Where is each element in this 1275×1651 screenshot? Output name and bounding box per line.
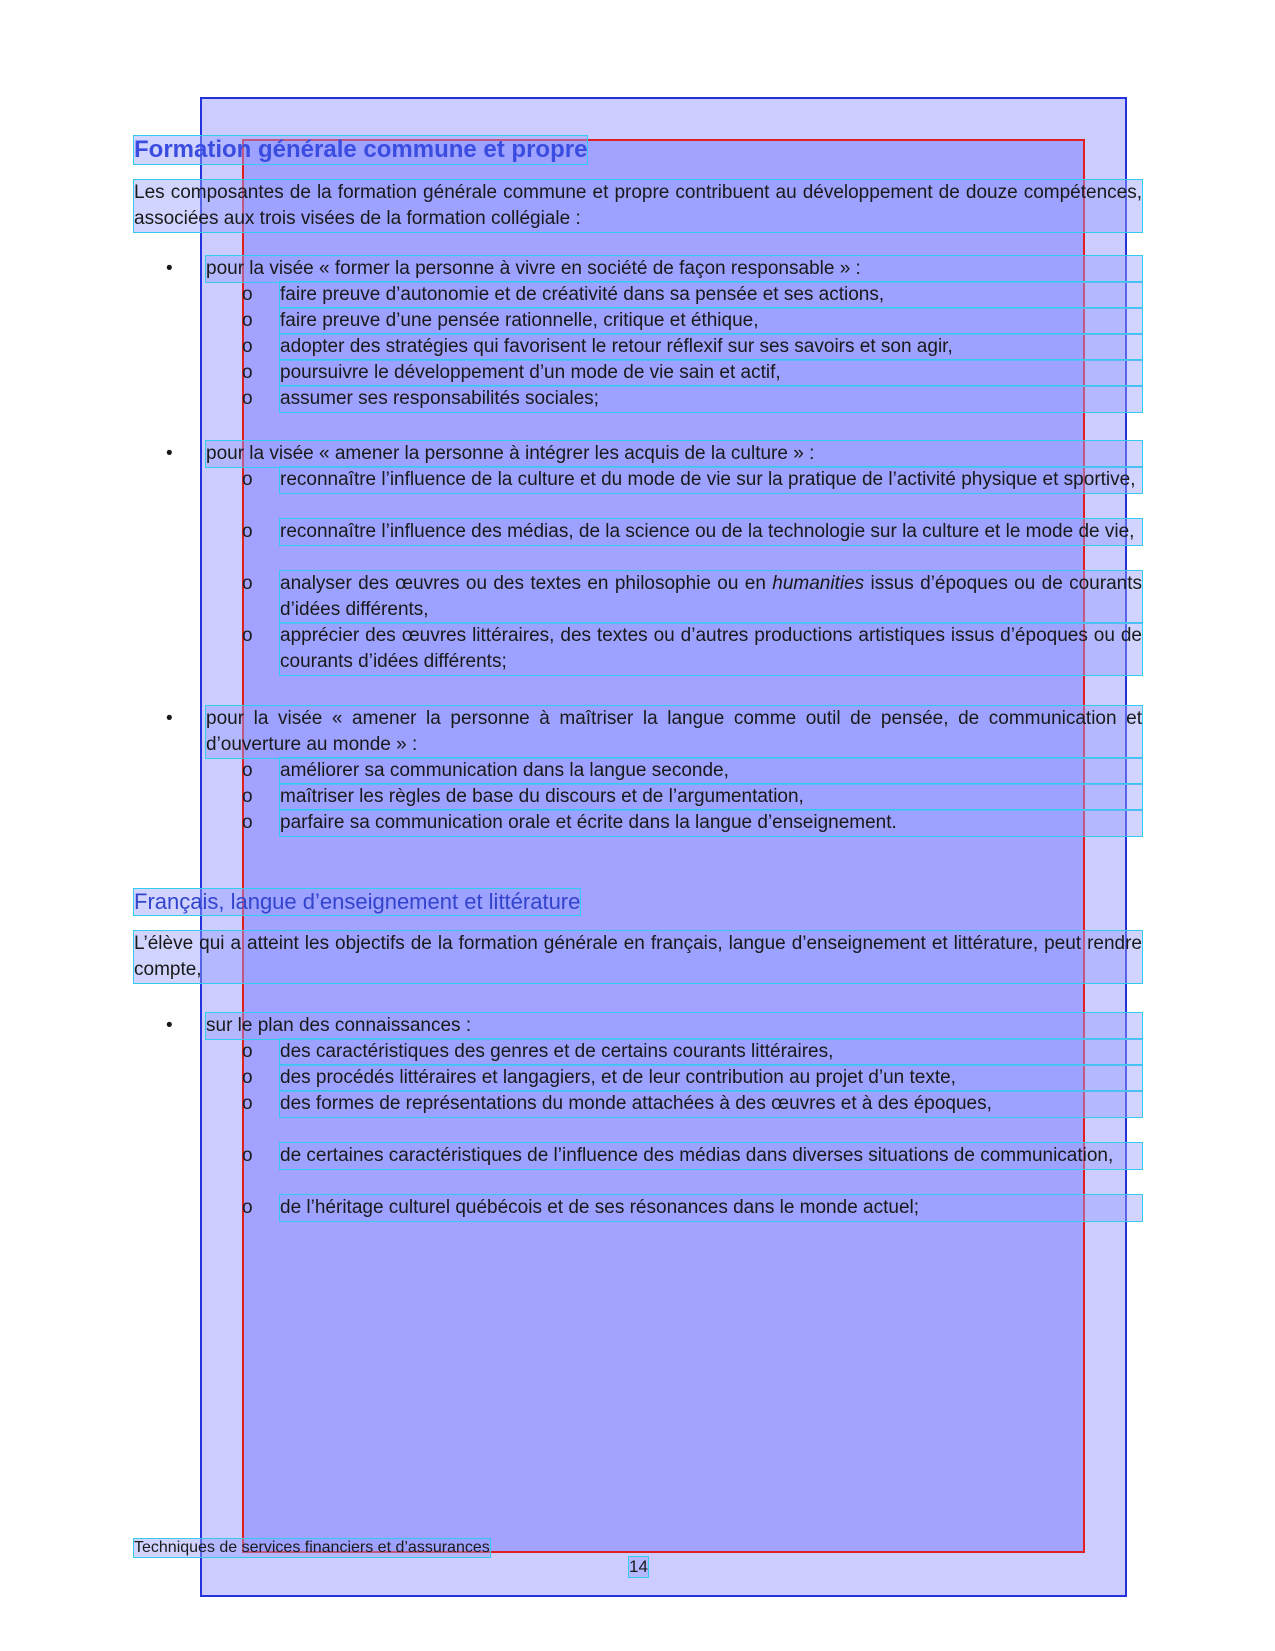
sub-marker: o (242, 336, 253, 357)
sub-marker: o (242, 1145, 253, 1166)
sub-marker: o (242, 786, 253, 807)
list-item: o analyser des œuvres ou des textes en philosophie ou en humanities issus d’époques ou de courants d’idées différents, (248, 571, 1142, 623)
sub-marker: o (242, 812, 253, 833)
bullet-marker: • (166, 1015, 173, 1036)
list-item: o des procédés littéraires et langagiers, et de leur contribution au projet d’un texte, (248, 1065, 1142, 1091)
bullet-text: pour la visée « amener la personne à maîtriser la langue comme outil de pensée, de communication et d’ouverture au monde » : (206, 706, 1142, 758)
list-item: o de certaines caractéristiques de l’influence des médias dans diverses situations de communication, (248, 1143, 1142, 1169)
sub-marker: o (242, 362, 253, 383)
list-item: o poursuivre le développement d’un mode de vie sain et actif, (248, 360, 1142, 386)
section-title-francais: Français, langue d’enseignement et littérature (134, 889, 581, 914)
list-item: o reconnaître l’influence de la culture et du mode de vie sur la pratique de l’activité physique et sportive, (248, 467, 1142, 493)
sub-marker: o (242, 310, 253, 331)
list-item: o de l’héritage culturel québécois et de ses résonances dans le monde actuel; (248, 1195, 1142, 1221)
bullet-marker: • (166, 443, 173, 464)
list-item: o améliorer sa communication dans la langue seconde, (248, 758, 1142, 784)
list-item: o apprécier des œuvres littéraires, des textes ou d’autres productions artistiques issus d’époques ou de courants d’idées différents; (248, 623, 1142, 675)
sub-marker: o (242, 573, 253, 594)
list-item: o faire preuve d’autonomie et de créativité dans sa pensée et ses actions, (248, 282, 1142, 308)
sub-marker: o (242, 388, 253, 409)
bullet-text: pour la visée « former la personne à vivre en société de façon responsable » : (206, 256, 1142, 282)
bullet-marker: • (166, 258, 173, 279)
list-item: o des formes de représentations du monde attachées à des œuvres et à des époques, (248, 1091, 1142, 1117)
sub-marker: o (242, 521, 253, 542)
bullet-text: sur le plan des connaissances : (206, 1013, 1142, 1039)
page-number: 14 (629, 1557, 648, 1576)
list-item: o maîtriser les règles de base du discours et de l’argumentation, (248, 784, 1142, 810)
sub-marker: o (242, 1197, 253, 1218)
list-item: o reconnaître l’influence des médias, de la science ou de la technologie sur la culture et le mode de vie, (248, 519, 1142, 545)
list-item: o parfaire sa communication orale et écrite dans la langue d’enseignement. (248, 810, 1142, 836)
list-item: o assumer ses responsabilités sociales; (248, 386, 1142, 412)
bullet-text: pour la visée « amener la personne à intégrer les acquis de la culture » : (206, 441, 1142, 467)
section-title-formation: Formation générale commune et propre (134, 136, 588, 163)
section-intro-formation: Les composantes de la formation générale commune et propre contribuent au développement de douze compétences, associées aux trois visées de la formation collégiale : (134, 180, 1142, 232)
page-footer: Techniques de services financiers et d’assurances (134, 1539, 490, 1556)
italic-term: humanities (772, 573, 865, 594)
sub-marker: o (242, 1067, 253, 1088)
list-item: o des caractéristiques des genres et de certains courants littéraires, (248, 1039, 1142, 1065)
sub-marker: o (242, 284, 253, 305)
list-item: o faire preuve d’une pensée rationnelle, critique et éthique, (248, 308, 1142, 334)
sub-marker: o (242, 469, 253, 490)
list-item: o adopter des stratégies qui favorisent le retour réflexif sur ses savoirs et son agir, (248, 334, 1142, 360)
sub-marker: o (242, 1041, 253, 1062)
section-intro-francais: L’élève qui a atteint les objectifs de la formation générale en français, langue d’enseignement et littérature, peut rendre compte, (134, 931, 1142, 983)
sub-marker: o (242, 1093, 253, 1114)
sub-marker: o (242, 760, 253, 781)
bullet-marker: • (166, 708, 173, 729)
sub-marker: o (242, 625, 253, 646)
